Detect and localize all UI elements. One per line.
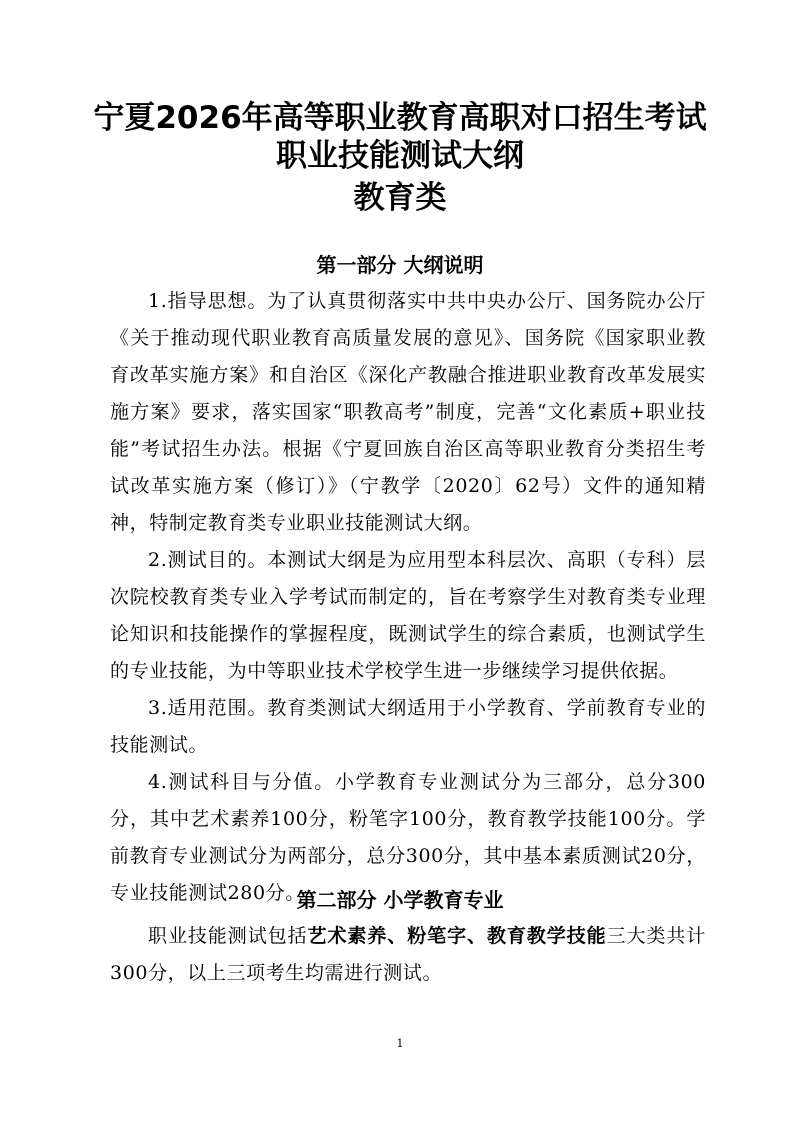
intro-text-before: 职业技能测试包括	[148, 925, 308, 947]
part2-body	[110, 918, 706, 992]
part1-body	[110, 283, 706, 912]
paragraph-scope: 3.适用范围。教育类测试大纲适用于小学教育、学前教育专业的技能测试。	[110, 697, 706, 756]
paragraph-subjects-scores: 4.测试科目与分值。小学教育专业测试分为三部分，总分300分，其中艺术素养100分，粉笔字100分，教育教学技能100分。学前教育专业测试分为两部分，总分300分，其中基本素质测试20分，专业技能测试280分。	[110, 771, 706, 904]
document-title-line3: 教育类	[353, 180, 447, 216]
paragraph-guiding-ideology: 1.指导思想。为了认真贯彻落实中共中央办公厅、国务院办公厅《关于推动现代职业教育高质量发展的意见》、国务院《国家职业教育改革实施方案》和自治区《深化产教融合推进职业教育改革发展实施方案》要求，落实国家“职教高考”制度，完善“文化素质+职业技能”考试招生办法。根据《宁夏回族自治区高等职业教育分类招生考试改革实施方案（修订）》（宁教学〔2020〕62号）文件的通知精神，特制定教育类专业职业技能测试大纲。	[110, 290, 706, 534]
intro-bold-categories: 艺术素养、粉笔字、教育教学技能	[307, 925, 607, 947]
paragraph-part2-intro	[110, 918, 706, 992]
paragraph-test-purpose: 2.测试目的。本测试大纲是为应用型本科层次、高职（专科）层次院校教育类专业入学考试而制定的，旨在考察学生对教育类专业理论知识和技能操作的掌握程度，既测试学生的综合素质，也测试学生的专业技能，为中等职业技术学校学生进一步继续学习提供依据。	[110, 549, 706, 682]
part1-heading: 第一部分 大纲说明	[316, 253, 484, 277]
document-title-line2: 职业技能测试大纲	[276, 138, 524, 174]
page-number: 1	[396, 1037, 404, 1050]
document-title-line1: 宁夏2026年高等职业教育高职对口招生考试	[93, 100, 707, 136]
part2-heading: 第二部分 小学教育专业	[296, 888, 504, 912]
intro-text-after: 三大类共计300分，以上三项考生均需进行测试。	[110, 925, 706, 984]
